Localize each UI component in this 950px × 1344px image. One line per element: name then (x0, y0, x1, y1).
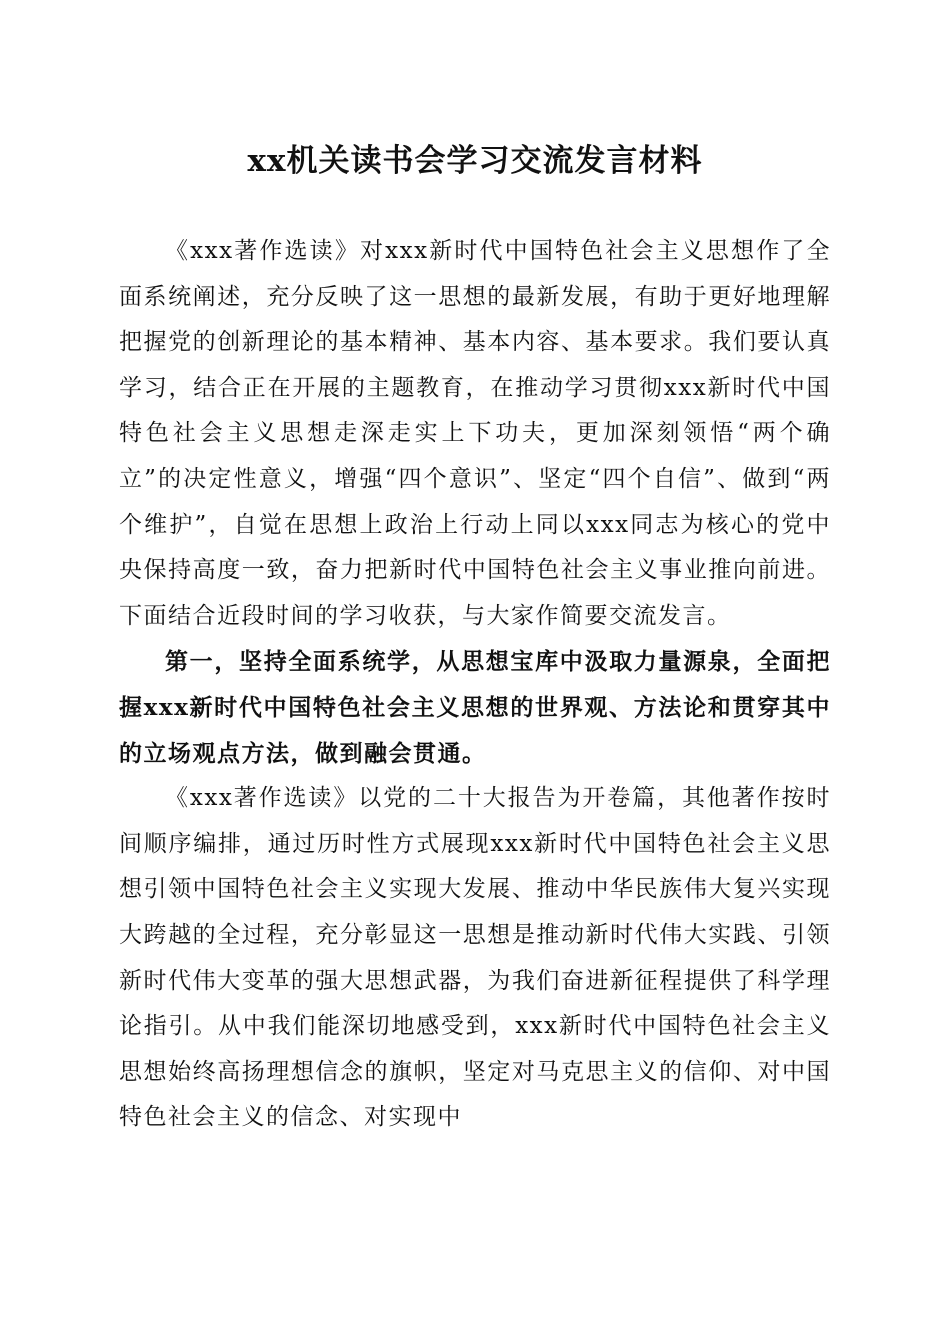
section-paragraph: 《xxx著作选读》以党的二十大报告为开卷篇，其他著作按时间顺序编排，通过历时性方式展现xxx新时代中国特色社会主义思想引领中国特色社会主义实现大发展、推动中华民族伟大复兴实现大跨越的全过程，充分彰显这一思想是推动新时代伟大实践、引领新时代伟大变革的强大思想武器，为我们奋进新征程提供了科学理论指引。从中我们能深切地感受到，xxx新时代中国特色社会主义思想始终高扬理想信念的旗帜，坚定对马克思主义的信仰、对中国特色社会主义的信念、对实现中 (119, 785, 831, 1131)
document-title: xx机关读书会学习交流发言材料 (247, 143, 703, 179)
intro-paragraph: 《xxx著作选读》对xxx新时代中国特色社会主义思想作了全面系统阐述，充分反映了这一思想的最新发展，有助于更好地理解把握党的创新理论的基本精神、基本内容、基本要求。我们要认真学习，结合正在开展的主题教育，在推动学习贯彻xxx新时代中国特色社会主义思想走深走实上下功夫，更加深刻领悟“两个确立”的决定性意义，增强“四个意识”、坚定“四个自信”、做到“两个维护”，自觉在思想上政治上行动上同以xxx同志为核心的党中央保持高度一致，奋力把新时代中国特色社会主义事业推向前进。下面结合近段时间的学习收获，与大家作简要交流发言。 (119, 238, 831, 629)
document-body (119, 229, 831, 1141)
section-heading-first: 第一，坚持全面系统学，从思想宝库中汲取力量源泉，全面把握xxx新时代中国特色社会主义思想的世界观、方法论和贯穿其中的立场观点方法，做到融会贯通。 (119, 648, 831, 767)
